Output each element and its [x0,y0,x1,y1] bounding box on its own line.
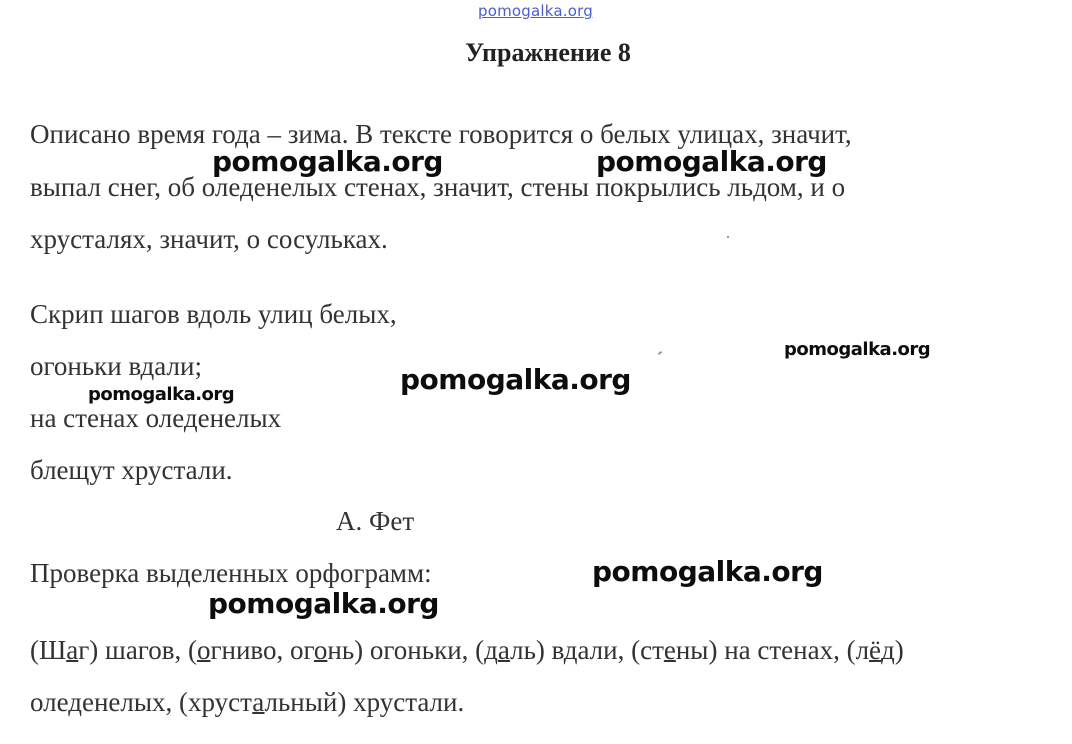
underlined-letter: а [252,687,265,717]
text-segment: льный) хрустали. [264,687,465,717]
poem-line: огоньки вдали; [30,351,202,381]
text-segment: (Ш [30,635,67,665]
check-line [30,685,464,719]
site-link[interactable]: pomogalka.org [478,2,593,20]
scan-speck [658,351,662,355]
text-segment: г) шагов, ( [78,635,197,665]
check-line [30,633,904,667]
watermark: pomogalka.org [592,555,823,588]
text-segment: д) [881,635,904,665]
underlined-letter: о [313,635,328,665]
watermark: pomogalka.org [212,145,443,178]
text-segment: нь) огоньки, (д [327,635,498,665]
poem-author: А. Фет [336,506,415,536]
text-segment: ны) на стенах, (л [675,635,870,665]
paragraph-line: Описано время года – зима. В тексте говорится о белых улицах, значит, [30,119,852,149]
watermark: pomogalka.org [596,145,827,178]
text-segment: оледенелых, (хруст [30,687,253,717]
watermark: pomogalka.org [88,384,235,405]
underlined-letter: а [66,635,79,665]
paragraph-line: хрусталях, значит, о сосульках. [30,224,388,254]
text-segment: гниво, ог [210,635,314,665]
underlined-letter: о [196,635,211,665]
scan-speck [727,236,729,238]
watermark: pomogalka.org [208,587,439,620]
paragraph-line: выпал снег, об оледенелых стенах, значит, стены покрылись льдом, и о [30,172,846,202]
poem-line: на стенах оледенелых [30,403,282,433]
underlined-letter: ё [869,635,882,665]
poem-line: Скрип шагов вдоль улиц белых, [30,299,397,329]
watermark: pomogalka.org [400,363,631,396]
underlined-letter: е [663,635,676,665]
check-heading: Проверка выделенных орфограмм: [30,558,432,588]
poem-line: блещут хрустали. [30,455,233,485]
watermark: pomogalka.org [784,339,931,360]
page-title: Упражнение 8 [465,38,631,67]
underlined-letter: а [497,635,511,665]
text-segment: ль) вдали, (ст [510,635,664,665]
